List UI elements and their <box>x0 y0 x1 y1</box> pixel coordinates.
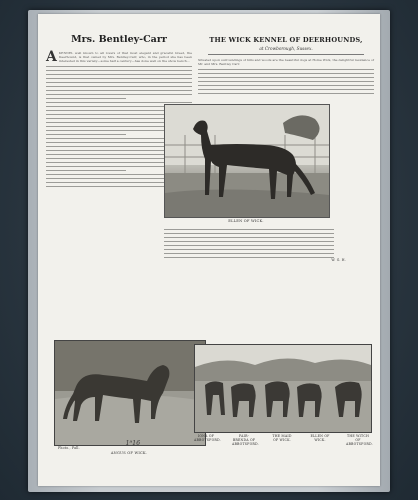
text-line <box>198 81 374 82</box>
caption-the-witch-of-abbotsford: THE WITCH OF ABBOTSFORD. <box>346 434 373 446</box>
text-line <box>164 241 334 242</box>
text-line <box>46 170 126 171</box>
text-line <box>46 66 192 67</box>
deerhound-standing-illustration <box>165 105 329 217</box>
text-line <box>164 253 334 254</box>
caption-iona-of-abbotsford: IONA OF ABBOTSFORD. <box>194 434 221 442</box>
text-line <box>46 134 126 135</box>
text-line <box>164 233 334 234</box>
right-article-lead: Situated upon surroundings of hills and woods are the beautiful dogs at Home Wick, the delightful residence of Mr. and Mrs. Bentley Carr. <box>198 58 374 67</box>
text-line <box>46 82 192 83</box>
caption-angus-of-wick: ANGUS OF WICK. <box>110 451 148 455</box>
text-line <box>198 89 374 90</box>
left-article-title: Mrs. Bentley-Carr <box>71 34 167 45</box>
photo-credit: Photo., Fall. <box>58 446 80 450</box>
deerhound-portrait-illustration <box>55 341 205 445</box>
photo-group-of-deerhounds <box>194 344 372 433</box>
text-line <box>164 249 334 250</box>
text-line <box>46 90 192 91</box>
text-line <box>198 69 374 70</box>
text-line <box>164 229 334 230</box>
right-article-subtitle: at Crowborough, Sussex. <box>259 46 313 51</box>
text-line <box>164 237 334 238</box>
text-line <box>198 93 374 94</box>
divider <box>208 54 364 55</box>
text-line <box>198 73 374 74</box>
text-line <box>46 74 192 75</box>
text-line <box>46 94 192 95</box>
text-line <box>198 85 374 86</box>
right-article-text-lines <box>198 69 374 94</box>
handwritten-mark: 1⁹16 <box>125 440 141 447</box>
text-line <box>46 102 192 103</box>
magazine-page <box>38 14 380 486</box>
text-line <box>198 77 374 78</box>
photo-angus-of-wick <box>54 340 206 446</box>
caption-fair-brenda-of-abbotsford: FAIR-BRENDA OF ABBOTSFORD. <box>232 434 259 446</box>
right-article-text-continued <box>164 226 334 261</box>
author-initials: W. G. H. <box>331 258 346 262</box>
text-line <box>46 78 192 79</box>
left-article-lead: KENNEL well known to all lovers of that most elegant and graceful breed, the Deerhound, is that owned by Mrs. Bentley-Carr, who, in the period she has been interested in this variety—some half a century—has done well on the show bench... <box>58 51 192 64</box>
text-line <box>46 98 126 99</box>
group-captions <box>194 434 373 454</box>
right-article-title: THE WICK KENNEL OF DEERHOUNDS, <box>209 36 363 44</box>
group-deerhounds-illustration <box>195 345 371 432</box>
text-line <box>46 70 192 71</box>
photo-ellen-of-wick <box>164 104 330 218</box>
caption-ellen-of-wick: ELLEN OF WICK. <box>228 219 264 223</box>
drop-cap: A <box>46 49 57 65</box>
caption-the-maid-of-wick: THE MAID OF WICK. <box>272 434 292 442</box>
text-line <box>46 86 192 87</box>
text-line <box>164 245 334 246</box>
caption-ellen-of-wick-group: ELLEN OF WICK. <box>310 434 330 442</box>
